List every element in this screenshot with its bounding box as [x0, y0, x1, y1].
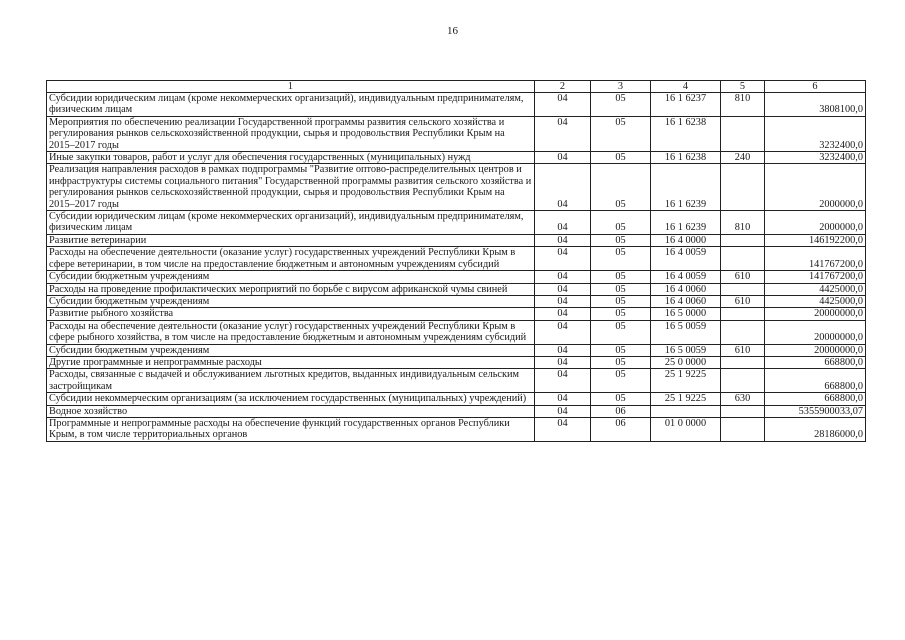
amount-cell: 28186000,0	[765, 417, 866, 441]
expense-name-cell: Реализация направления расходов в рамках подпрограммы "Развитие оптово-распределительных центров и инфраструктуры системы социального питания" Государственной программы развития сельского хозяйства и регулирования рынков сельскохозяйственной продукции, сырья и продовольствия Республики Крым на 2015–2017 годы	[47, 164, 535, 211]
section-cell: 04	[535, 271, 591, 283]
page-number: 16	[447, 25, 458, 37]
expense-type-cell: 810	[721, 93, 765, 117]
target-code-cell: 25 1 9225	[651, 369, 721, 393]
table-row	[47, 320, 866, 344]
target-code-cell: 16 1 6238	[651, 116, 721, 151]
table-row	[47, 344, 866, 356]
expense-type-cell	[721, 356, 765, 368]
section-cell: 04	[535, 393, 591, 405]
subsection-cell: 05	[591, 116, 651, 151]
section-cell: 04	[535, 405, 591, 417]
expense-name-cell: Иные закупки товаров, работ и услуг для обеспечения государственных (муниципальных) нужд	[47, 152, 535, 164]
subsection-cell: 05	[591, 234, 651, 246]
target-code-cell	[651, 405, 721, 417]
expense-type-cell	[721, 116, 765, 151]
subsection-cell: 05	[591, 308, 651, 320]
table-header-row	[47, 81, 866, 93]
target-code-cell: 16 4 0060	[651, 283, 721, 295]
expense-name-cell: Расходы, связанные с выдачей и обслуживанием льготных кредитов, выданных индивидуальным сельским застройщикам	[47, 369, 535, 393]
section-cell: 04	[535, 116, 591, 151]
target-code-cell: 16 4 0000	[651, 234, 721, 246]
table-row	[47, 417, 866, 441]
expense-name-cell: Субсидии юридическим лицам (кроме некоммерческих организаций), индивидуальным предпринимателям, физическим лицам	[47, 211, 535, 235]
expense-type-cell	[721, 247, 765, 271]
table-row	[47, 271, 866, 283]
expense-name-cell: Другие программные и непрограммные расходы	[47, 356, 535, 368]
section-cell: 04	[535, 308, 591, 320]
header-col-4: 4	[651, 81, 721, 93]
header-col-6: 6	[765, 81, 866, 93]
header-col-5: 5	[721, 81, 765, 93]
table-row	[47, 405, 866, 417]
amount-cell: 3232400,0	[765, 116, 866, 151]
section-cell: 04	[535, 247, 591, 271]
expense-type-cell: 610	[721, 271, 765, 283]
amount-cell: 20000000,0	[765, 320, 866, 344]
section-cell: 04	[535, 211, 591, 235]
amount-cell: 4425000,0	[765, 295, 866, 307]
table-row	[47, 152, 866, 164]
target-code-cell: 25 0 0000	[651, 356, 721, 368]
expense-name-cell: Субсидии бюджетным учреждениям	[47, 271, 535, 283]
amount-cell: 668800,0	[765, 356, 866, 368]
section-cell: 04	[535, 369, 591, 393]
amount-cell: 5355900033,07	[765, 405, 866, 417]
amount-cell: 2000000,0	[765, 211, 866, 235]
section-cell: 04	[535, 356, 591, 368]
subsection-cell: 05	[591, 152, 651, 164]
expense-type-cell: 630	[721, 393, 765, 405]
subsection-cell: 05	[591, 356, 651, 368]
expense-type-cell: 810	[721, 211, 765, 235]
expense-name-cell: Водное хозяйство	[47, 405, 535, 417]
expense-name-cell: Расходы на проведение профилактических мероприятий по борьбе с вирусом африканской чумы свиней	[47, 283, 535, 295]
table-row	[47, 93, 866, 117]
table-row	[47, 393, 866, 405]
expense-name-cell: Программные и непрограммные расходы на обеспечение функций государственных органов Республики Крым, в том числе территориальных органов	[47, 417, 535, 441]
subsection-cell: 05	[591, 271, 651, 283]
table-row	[47, 234, 866, 246]
expense-name-cell: Субсидии бюджетным учреждениям	[47, 344, 535, 356]
header-col-3: 3	[591, 81, 651, 93]
amount-cell: 668800,0	[765, 369, 866, 393]
target-code-cell: 16 1 6239	[651, 164, 721, 211]
expense-type-cell	[721, 283, 765, 295]
amount-cell: 3232400,0	[765, 152, 866, 164]
subsection-cell: 05	[591, 295, 651, 307]
table-body	[47, 93, 866, 442]
expense-type-cell	[721, 405, 765, 417]
amount-cell: 2000000,0	[765, 164, 866, 211]
subsection-cell: 06	[591, 417, 651, 441]
expense-name-cell: Мероприятия по обеспечению реализации Государственной программы развития сельского хозяйства и регулирования рынков сельскохозяйственной продукции, сырья и продовольствия Республики Крым на 2015–2017 годы	[47, 116, 535, 151]
expense-type-cell: 610	[721, 344, 765, 356]
table-row	[47, 247, 866, 271]
amount-cell: 4425000,0	[765, 283, 866, 295]
section-cell: 04	[535, 417, 591, 441]
section-cell: 04	[535, 295, 591, 307]
section-cell: 04	[535, 320, 591, 344]
subsection-cell: 05	[591, 164, 651, 211]
expense-name-cell: Расходы на обеспечение деятельности (оказание услуг) государственных учреждений Республики Крым в сфере рыбного хозяйства, в том числе на предоставление бюджетным и автономным учреждениям субсидий	[47, 320, 535, 344]
subsection-cell: 05	[591, 247, 651, 271]
table-row	[47, 356, 866, 368]
table-row	[47, 116, 866, 151]
subsection-cell: 06	[591, 405, 651, 417]
amount-cell: 20000000,0	[765, 308, 866, 320]
target-code-cell: 16 5 0000	[651, 308, 721, 320]
target-code-cell: 16 4 0060	[651, 295, 721, 307]
expense-name-cell: Субсидии некоммерческим организациям (за исключением государственных (муниципальных) учреждений)	[47, 393, 535, 405]
expense-type-cell	[721, 369, 765, 393]
table-row	[47, 369, 866, 393]
budget-table	[46, 80, 866, 442]
target-code-cell: 25 1 9225	[651, 393, 721, 405]
expense-type-cell	[721, 164, 765, 211]
subsection-cell: 05	[591, 283, 651, 295]
expense-type-cell	[721, 417, 765, 441]
amount-cell: 3808100,0	[765, 93, 866, 117]
section-cell: 04	[535, 344, 591, 356]
section-cell: 04	[535, 152, 591, 164]
expense-name-cell: Субсидии бюджетным учреждениям	[47, 295, 535, 307]
expense-type-cell	[721, 320, 765, 344]
expense-type-cell	[721, 234, 765, 246]
target-code-cell: 16 1 6237	[651, 93, 721, 117]
target-code-cell: 01 0 0000	[651, 417, 721, 441]
target-code-cell: 16 1 6239	[651, 211, 721, 235]
table-row	[47, 295, 866, 307]
target-code-cell: 16 5 0059	[651, 344, 721, 356]
table-row	[47, 164, 866, 211]
amount-cell: 146192200,0	[765, 234, 866, 246]
target-code-cell: 16 1 6238	[651, 152, 721, 164]
expense-name-cell: Развитие рыбного хозяйства	[47, 308, 535, 320]
expense-name-cell: Расходы на обеспечение деятельности (оказание услуг) государственных учреждений Республики Крым в сфере ветеринарии, в том числе на предоставление бюджетным и автономным учреждениям субсидий	[47, 247, 535, 271]
subsection-cell: 05	[591, 93, 651, 117]
subsection-cell: 05	[591, 211, 651, 235]
expense-name-cell: Развитие ветеринарии	[47, 234, 535, 246]
subsection-cell: 05	[591, 393, 651, 405]
expense-name-cell: Субсидии юридическим лицам (кроме некоммерческих организаций), индивидуальным предпринимателям, физическим лицам	[47, 93, 535, 117]
section-cell: 04	[535, 164, 591, 211]
table-row	[47, 283, 866, 295]
section-cell: 04	[535, 93, 591, 117]
subsection-cell: 05	[591, 369, 651, 393]
amount-cell: 141767200,0	[765, 247, 866, 271]
target-code-cell: 16 5 0059	[651, 320, 721, 344]
amount-cell: 20000000,0	[765, 344, 866, 356]
amount-cell: 668800,0	[765, 393, 866, 405]
header-col-1: 1	[47, 81, 535, 93]
subsection-cell: 05	[591, 344, 651, 356]
subsection-cell: 05	[591, 320, 651, 344]
table-row	[47, 211, 866, 235]
target-code-cell: 16 4 0059	[651, 247, 721, 271]
section-cell: 04	[535, 283, 591, 295]
expense-type-cell: 240	[721, 152, 765, 164]
expense-type-cell: 610	[721, 295, 765, 307]
expense-type-cell	[721, 308, 765, 320]
target-code-cell: 16 4 0059	[651, 271, 721, 283]
table-row	[47, 308, 866, 320]
header-col-2: 2	[535, 81, 591, 93]
amount-cell: 141767200,0	[765, 271, 866, 283]
section-cell: 04	[535, 234, 591, 246]
